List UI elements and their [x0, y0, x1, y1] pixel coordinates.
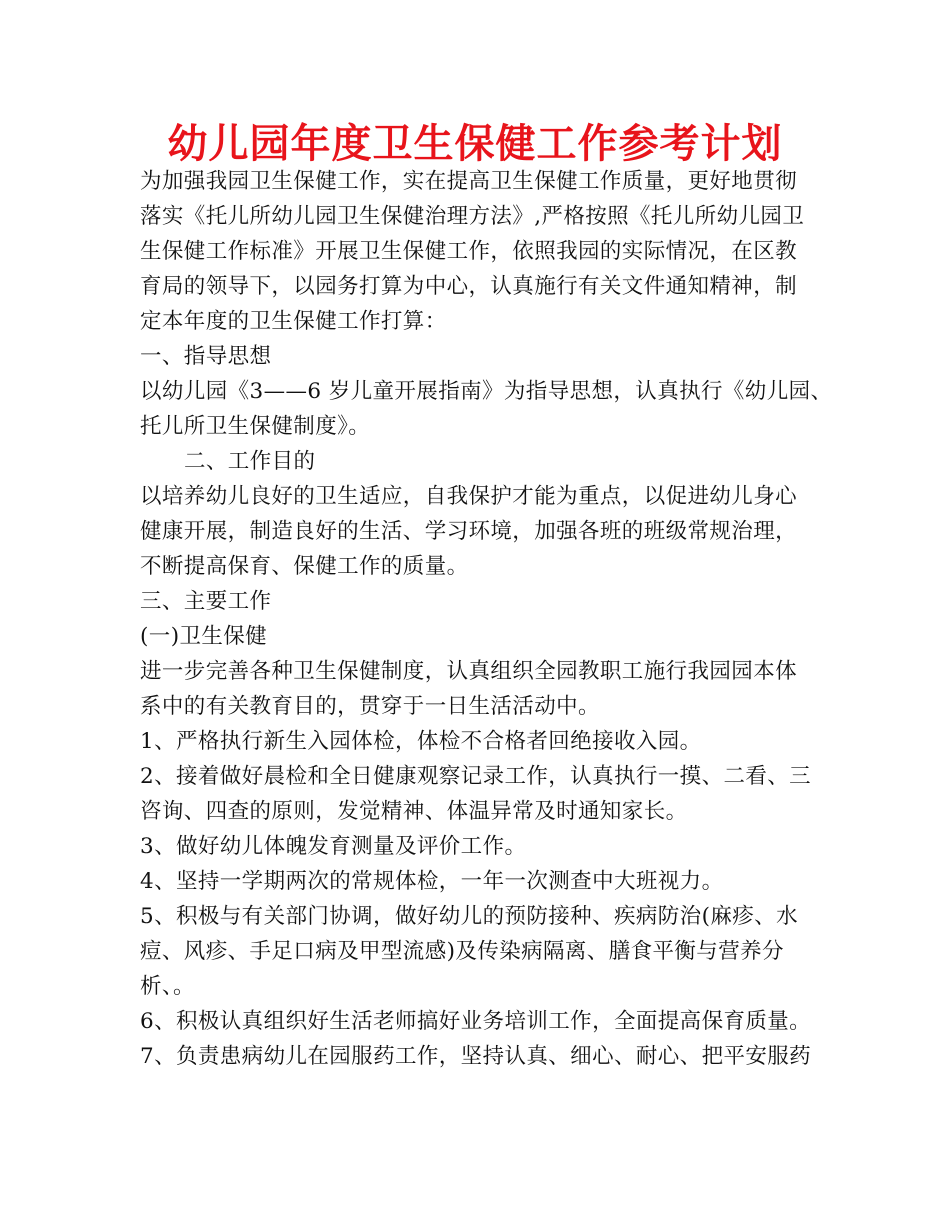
- section-heading: 一、指导思想: [140, 344, 272, 369]
- paragraph-line: 托儿所卫生保健制度》。: [140, 414, 371, 439]
- list-item: 7、负责患病幼儿在园服药工作，坚持认真、细心、耐心、把平安服药: [140, 1044, 812, 1069]
- paragraph-line: 不断提高保育、保健工作的质量。: [140, 554, 469, 579]
- document-body: [140, 164, 833, 1074]
- list-item: 2、接着做好晨检和全日健康观察记录工作，认真执行一摸、二看、三: [140, 764, 812, 789]
- paragraph-line: 以培养幼儿良好的卫生适应，自我保护才能为重点，以促进幼儿身心: [140, 484, 798, 509]
- list-item: 1、严格执行新生入园体检，体检不合格者回绝接收入园。: [140, 729, 702, 754]
- paragraph-line: 健康开展，制造良好的生活、学习环境，加强各班的班级常规治理，: [140, 519, 798, 544]
- list-item: 5、积极与有关部门协调，做好幼儿的预防接种、疾病防治(麻疹、水: [140, 904, 798, 929]
- paragraph-line: 育局的领导下，以园务打算为中心，认真施行有关文件通知精神，制: [140, 274, 798, 299]
- list-item: 6、积极认真组织好生活老师搞好业务培训工作，全面提高保育质量。: [140, 1009, 812, 1034]
- section-heading: 二、工作目的: [184, 449, 316, 474]
- paragraph-line: 为加强我园卫生保健工作，实在提高卫生保健工作质量，更好地贯彻: [140, 169, 798, 194]
- paragraph-line: 落实《托儿所幼儿园卫生保健治理方法》,严格按照《托儿所幼儿园卫: [140, 204, 805, 229]
- list-item: 4、坚持一学期两次的常规体检，一年一次测查中大班视力。: [140, 869, 724, 894]
- list-item-continuation: 痘、风疹、手足口病及甲型流感)及传染病隔离、膳食平衡与营养分: [140, 939, 784, 964]
- paragraph-line: 以幼儿园《3——6 岁儿童开展指南》为指导思想，认真执行《幼儿园、: [140, 379, 833, 404]
- paragraph-line: 定本年度的卫生保健工作打算：: [140, 309, 447, 334]
- paragraph-line: 进一步完善各种卫生保健制度，认真组织全园教职工施行我园园本体: [140, 659, 798, 684]
- subsection-heading: (一)卫生保健: [140, 624, 268, 649]
- document-title: 幼儿园年度卫生保健工作参考计划: [167, 121, 783, 167]
- paragraph-line: 系中的有关教育目的，贯穿于一日生活活动中。: [140, 694, 600, 719]
- list-item: 3、做好幼儿体魄发育测量及评价工作。: [140, 834, 527, 859]
- paragraph-line: 生保健工作标准》开展卫生保健工作，依照我园的实际情况，在区教: [140, 239, 798, 264]
- list-item-continuation: 析、。: [140, 974, 195, 999]
- list-item-continuation: 咨询、四查的原则，发觉精神、体温异常及时通知家长。: [140, 799, 688, 824]
- section-heading: 三、主要工作: [140, 589, 272, 614]
